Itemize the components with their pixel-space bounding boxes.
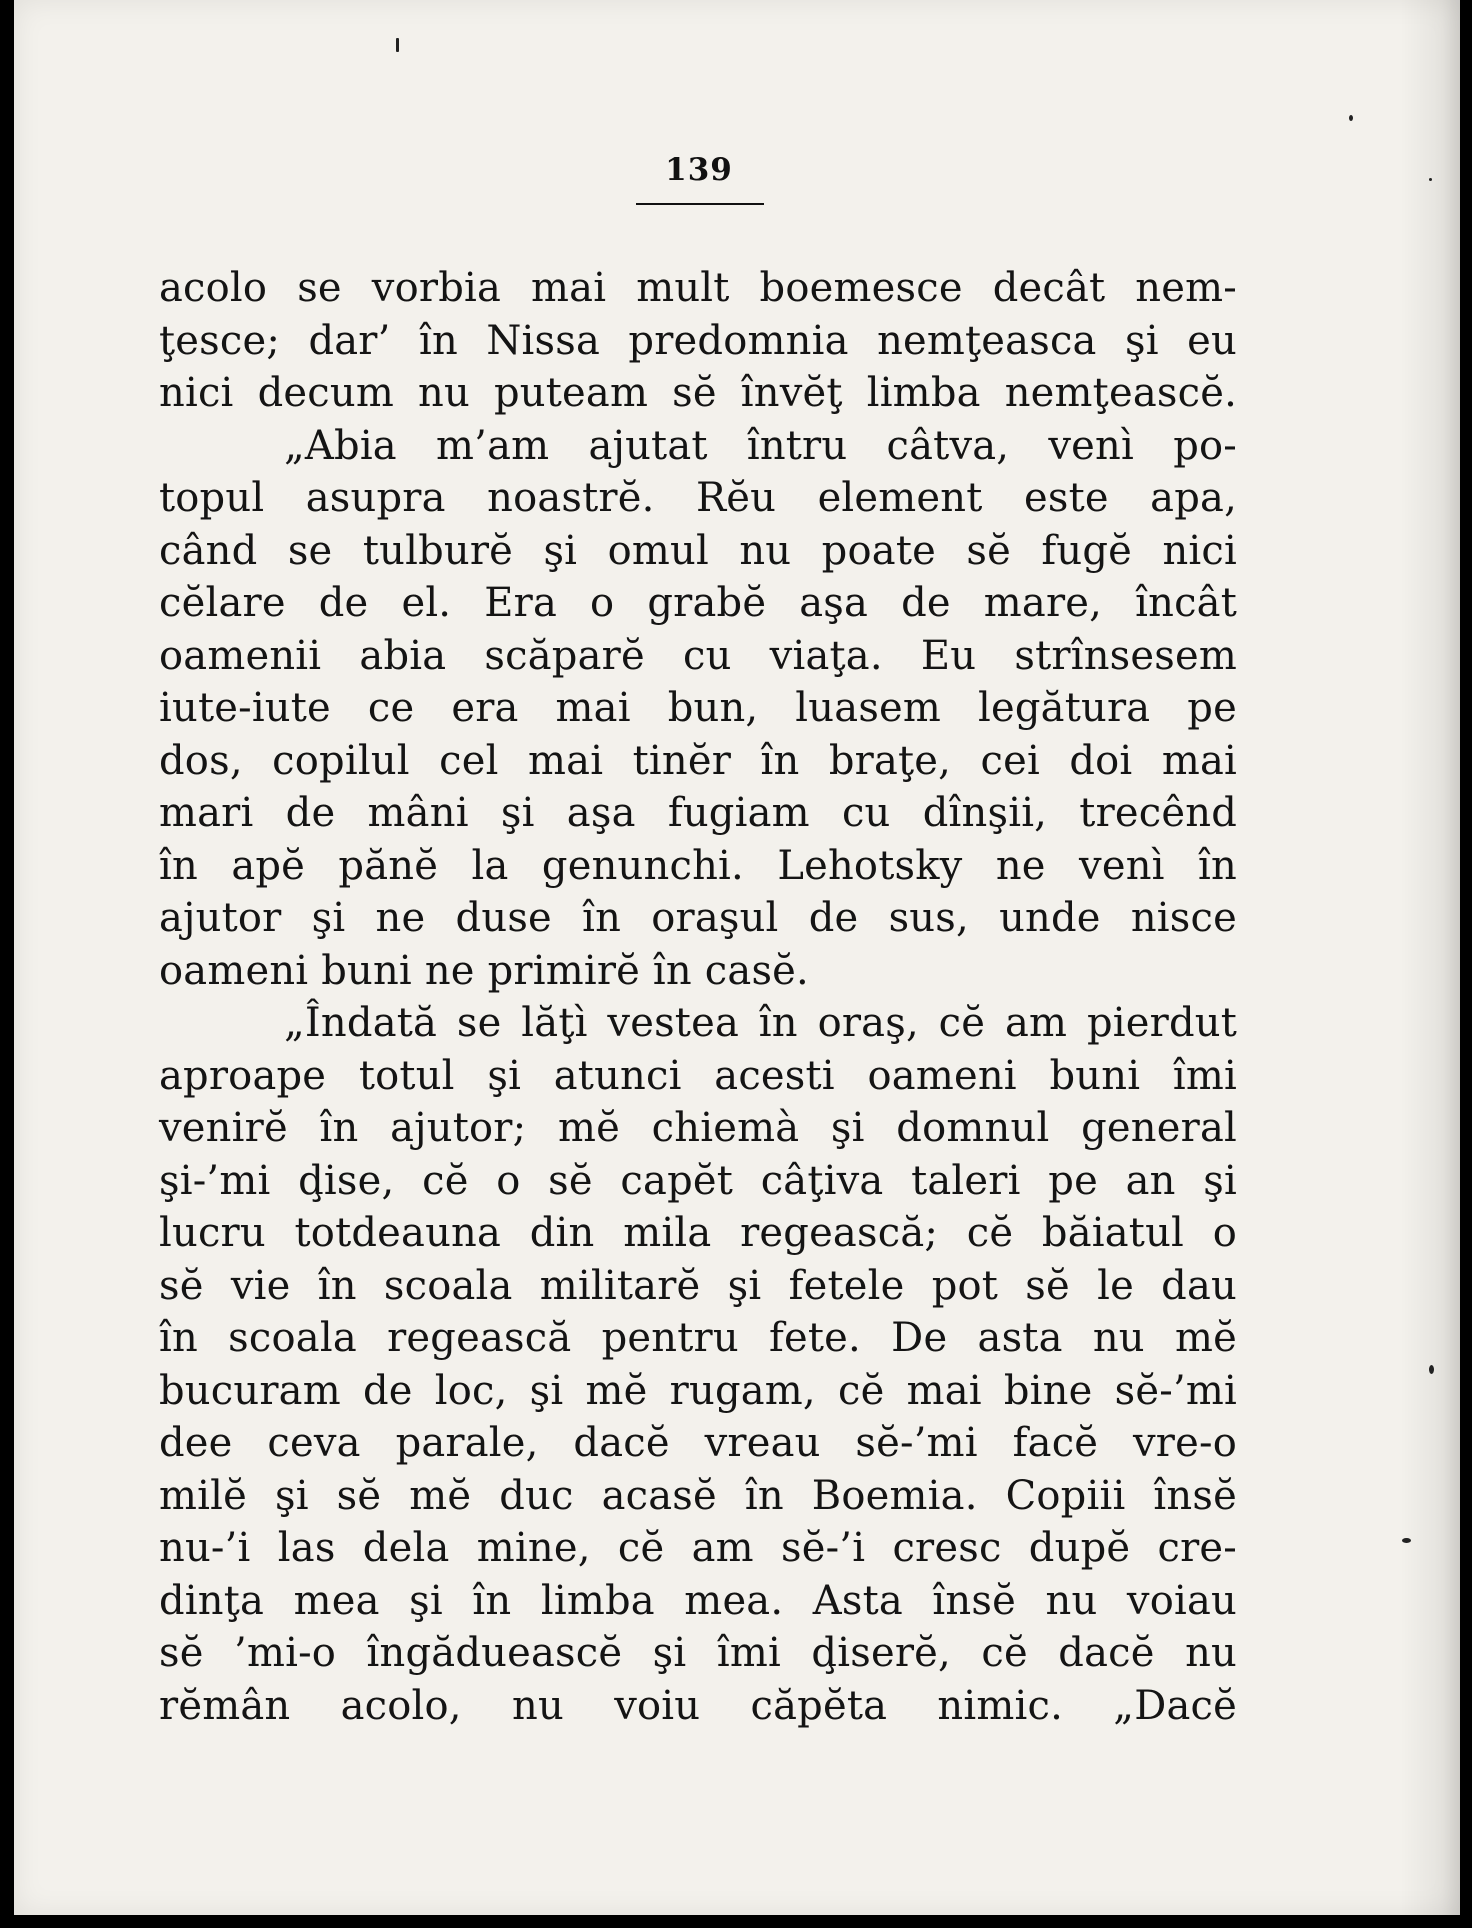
- text-line: cĕlare de el. Era o grabĕ aşa de mare, încât: [159, 580, 1237, 626]
- text-line: venirĕ în ajutor; mĕ chiemà şi domnul general: [159, 1105, 1237, 1151]
- text-line: iute-iute ce era mai bun, luasem legătura pe: [159, 685, 1237, 731]
- text-line: ajutor şi ne duse în oraşul de sus, unde nisce: [159, 895, 1237, 941]
- text-line: dinţa mea şi în limba mea. Asta însĕ nu voiau: [159, 1577, 1237, 1624]
- text-line: când se tulburĕ şi omul nu poate sĕ fugĕ nici: [159, 527, 1237, 574]
- text-line: „Abia m’am ajutat întru câtva, venì po-: [284, 422, 1237, 469]
- text-line: lucru totdeauna din mila regească; cĕ băiatul o: [159, 1210, 1237, 1256]
- text-line: oamenii abia scăparĕ cu viaţa. Eu strînsesem: [159, 632, 1237, 679]
- text-line: în scoala regească pentru fete. De asta nu mĕ: [159, 1315, 1237, 1361]
- text-line: şi-’mi ḑise, cĕ o sĕ capĕt câţiva taleri pe an şi: [159, 1157, 1237, 1204]
- scan-speck: [1429, 178, 1432, 181]
- scan-speck: [1402, 1538, 1411, 1543]
- text-line: dos, copilul cel mai tinĕr în braţe, cei doi mai: [159, 737, 1237, 784]
- text-line: topul asupra noastrĕ. Rĕu element este apa,: [159, 475, 1237, 521]
- body-text: [159, 262, 1237, 1732]
- text-line: dee ceva parale, dacĕ vreau sĕ-’mi facĕ vre-o: [159, 1420, 1237, 1466]
- scan-left-border: [0, 0, 14, 1928]
- page-number: 139: [665, 152, 733, 188]
- scan-speck: [1429, 1365, 1434, 1374]
- scan-speck: [396, 38, 399, 52]
- text-line: acolo se vorbia mai mult boemesce decât nem-: [159, 265, 1237, 311]
- text-line: ţesce; dar’ în Nissa predomnia nemţeasca şi eu: [159, 317, 1237, 364]
- text-line: nici decum nu puteam sĕ învĕţ limba nemţeascĕ.: [159, 370, 1237, 416]
- text-line: mari de mâni şi aşa fugiam cu dînşii, trecênd: [159, 790, 1237, 836]
- scan-bottom-border: [0, 1915, 1472, 1928]
- text-line: sĕ ’mi-o îngădueascĕ şi îmi ḑiserĕ, cĕ dacĕ nu: [159, 1630, 1237, 1676]
- text-line: oameni buni ne primirĕ în casĕ.: [159, 947, 809, 994]
- page-number-rule: [636, 203, 764, 205]
- text-line: rĕmân acolo, nu voiu căpĕta nimic. „Dacĕ: [159, 1682, 1237, 1729]
- text-line: „Îndată se lăţì vestea în oraş, cĕ am pierdut: [284, 1000, 1237, 1046]
- book-page: [14, 0, 1460, 1915]
- text-line: în apĕ pănĕ la genunchi. Lehotsky ne venì în: [159, 842, 1237, 889]
- scan-speck: [1349, 115, 1353, 121]
- page-edge-shadow: [1400, 0, 1460, 1915]
- text-line: milĕ şi sĕ mĕ duc acasĕ în Boemia. Copiii însĕ: [159, 1472, 1237, 1519]
- text-line: nu-’i las dela mine, cĕ am sĕ-’i cresc dupĕ cre-: [159, 1525, 1237, 1571]
- text-line: bucuram de loc, şi mĕ rugam, cĕ mai bine sĕ-’mi: [159, 1367, 1237, 1414]
- text-line: aproape totul şi atunci acesti oameni buni îmi: [159, 1052, 1237, 1099]
- text-line: sĕ vie în scoala militarĕ şi fetele pot sĕ le dau: [159, 1262, 1237, 1309]
